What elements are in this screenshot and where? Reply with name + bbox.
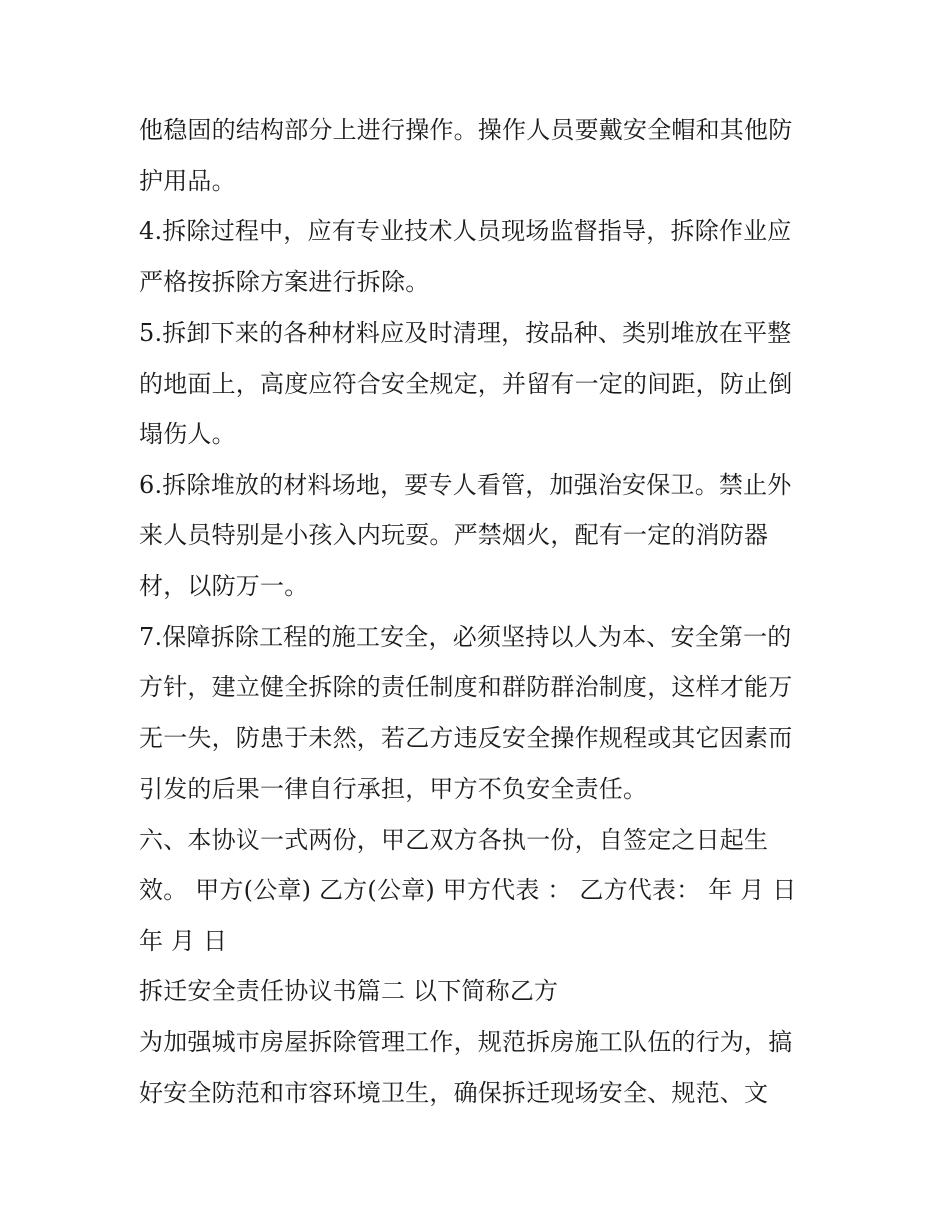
text-line: 护用品。: [139, 167, 236, 195]
text-line: 来人员特别是小孩入内玩耍。严禁烟火，配有一定的消防器: [139, 521, 769, 549]
text-line: 方针，建立健全拆除的责任制度和群防群治制度，这样才能万: [139, 673, 793, 701]
text-line: 塌伤人。: [139, 420, 236, 448]
text-line: 7.保障拆除工程的施工安全，必须坚持以人为本、安全第一的: [139, 623, 792, 651]
text-line: 效。 甲方(公章) 乙方(公章) 甲方代表 ： 乙方代表： 年 月 日: [139, 876, 797, 904]
text-line: 引发的后果一律自行承担，甲方不负安全责任。: [139, 775, 648, 803]
text-line: 6.拆除堆放的材料场地，要专人看管，加强治安保卫。禁止外: [139, 471, 792, 499]
text-line: 严格按拆除方案进行拆除。: [139, 268, 430, 296]
text-line: 4.拆除过程中，应有专业技术人员现场监督指导，拆除作业应: [139, 217, 792, 245]
text-line: 拆迁安全责任协议书篇二 以下简称乙方: [139, 977, 559, 1005]
text-line: 5.拆卸下来的各种材料应及时清理，按品种、类别堆放在平整: [139, 319, 792, 347]
text-line: 无一失，防患于未然，若乙方违反安全操作规程或其它因素而: [139, 724, 793, 752]
text-line: 为加强城市房屋拆除管理工作，规范拆房施工队伍的行为，搞: [139, 1028, 793, 1056]
text-line: 年 月 日: [139, 927, 228, 955]
text-line: 的地面上，高度应符合安全规定，并留有一定的间距，防止倒: [139, 370, 793, 398]
text-line: 材，以防万一。: [139, 572, 309, 600]
text-line: 好安全防范和市容环境卫生，确保拆迁现场安全、规范、文: [139, 1079, 769, 1107]
text-line: 他稳固的结构部分上进行操作。操作人员要戴安全帽和其他防: [139, 116, 793, 144]
text-line: 六、本协议一式两份，甲乙双方各执一份，自签定之日起生: [139, 826, 769, 854]
